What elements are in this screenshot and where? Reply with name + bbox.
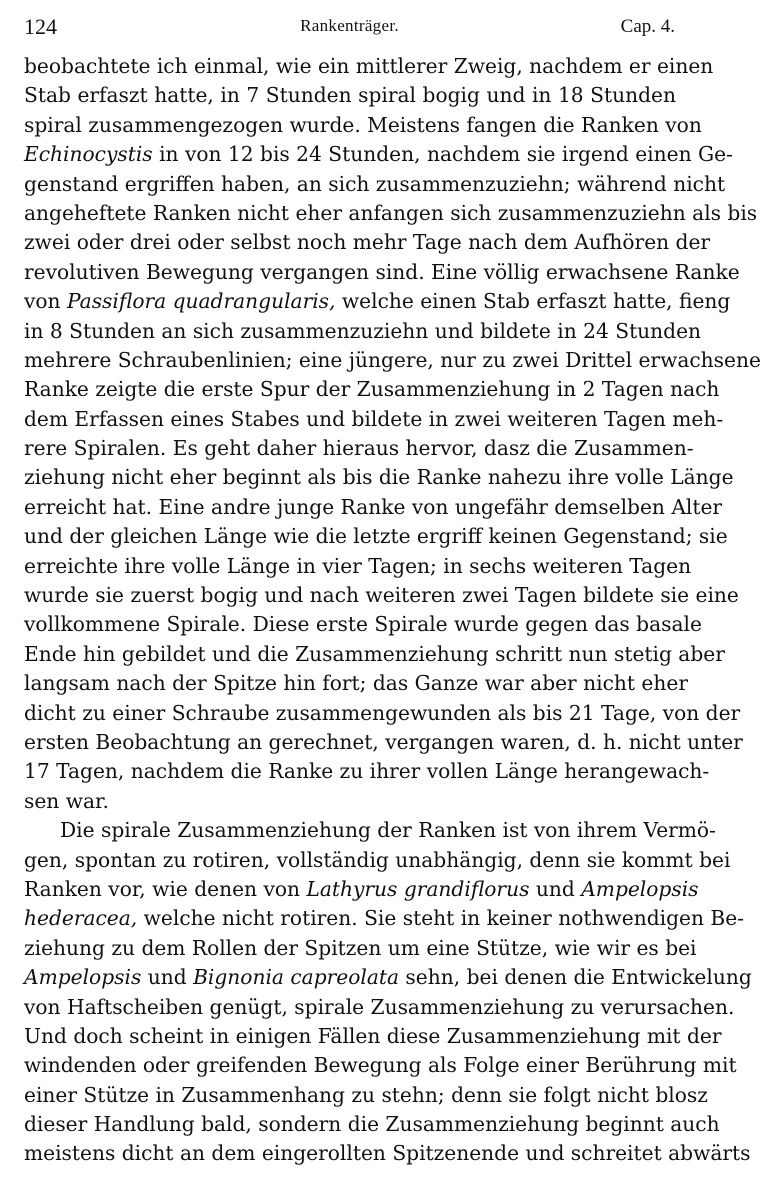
- text-segment: sehn, bei denen die Entwickelung: [399, 965, 752, 990]
- text-segment: 17 Tagen, nachdem die Ranke zu ihrer vollen Länge herangewach-: [24, 759, 710, 784]
- text-segment: windenden oder greifenden Bewegung als Folge einer Berührung mit: [24, 1053, 737, 1078]
- text-segment: von: [24, 289, 67, 314]
- text-line: [24, 610, 702, 639]
- text-segment: Stab erfaszt hatte, in 7 Stunden spiral bogig und in 18 Stunden: [24, 83, 676, 108]
- text-segment: ersten Beobachtung an gerechnet, vergangen waren, d. h. nicht unter: [24, 729, 743, 754]
- text-line: [24, 287, 731, 316]
- text-segment: Ranken vor, wie denen von: [24, 876, 307, 901]
- text-line: [24, 140, 733, 169]
- text-line: [24, 375, 720, 404]
- text-segment: spiral zusammengezogen wurde. Meistens fangen die Ranken von: [24, 112, 702, 137]
- text-line: [24, 228, 711, 257]
- text-segment: erreichte ihre volle Länge in vier Tagen; in sechs weiteren Tagen: [24, 553, 692, 578]
- text-line: [24, 522, 728, 551]
- text-line: [24, 493, 723, 522]
- page-header: [24, 14, 675, 44]
- italic-term: Ampelopsis: [24, 965, 142, 990]
- text-line: [24, 669, 688, 698]
- text-segment: welche einen Stab erfaszt hatte, fieng: [335, 289, 731, 314]
- text-segment: in von 12 bis 24 Stunden, nachdem sie irgend einen Ge-: [152, 142, 733, 167]
- text-segment: zwei oder drei oder selbst noch mehr Tage nach dem Aufhören der: [24, 230, 711, 255]
- text-segment: dieser Handlung bald, sondern die Zusammenziehung beginnt auch: [24, 1112, 720, 1137]
- text-segment: Ranke zeigte die erste Spur der Zusammenziehung in 2 Tagen nach: [24, 377, 720, 402]
- text-segment: angeheftete Ranken nicht eher anfangen sich zusammenzuziehn als bis: [24, 200, 758, 225]
- text-segment: und: [529, 876, 582, 901]
- italic-term: Echinocystis: [24, 142, 153, 167]
- text-line: [24, 934, 697, 963]
- text-segment: wurde sie zuerst bogig und nach weiteren zwei Tagen bildete sie eine: [24, 583, 739, 608]
- italic-term: Ampelopsis: [581, 876, 699, 901]
- text-line: [24, 846, 731, 875]
- text-segment: vollkommene Spirale. Diese erste Spirale wurde gegen das basale: [24, 612, 702, 637]
- text-segment: welche nicht rotiren. Sie steht in keiner nothwendigen Be-: [137, 906, 744, 931]
- text-segment: rere Spiralen. Es geht daher hieraus hervor, dasz die Zusammen-: [24, 436, 694, 461]
- text-line: [24, 581, 739, 610]
- text-segment: und der gleichen Länge wie die letzte ergriff keinen Gegenstand; sie: [24, 524, 728, 549]
- text-segment: dem Erfassen eines Stabes und bildete in zwei weiteren Tagen meh-: [24, 406, 724, 431]
- text-line: [24, 405, 724, 434]
- text-line: [24, 728, 743, 757]
- text-line: [24, 1081, 708, 1110]
- text-line: [24, 1022, 722, 1051]
- text-segment: beobachtete ich einmal, wie ein mittlerer Zweig, nachdem er einen: [24, 54, 714, 78]
- text-line: [24, 1110, 720, 1139]
- text-segment: in 8 Stunden an sich zusammenzuziehn und bildete in 24 Stunden: [24, 318, 702, 343]
- italic-term: Lathyrus grandiflorus: [306, 876, 530, 901]
- text-segment: ziehung nicht eher beginnt als bis die Ranke nahezu ihre volle Länge: [24, 465, 734, 490]
- text-segment: gen, spontan zu rotiren, vollständig unabhängig, denn sie kommt bei: [24, 847, 731, 872]
- text-line: [24, 552, 692, 581]
- text-segment: langsam nach der Spitze hin fort; das Ganze war aber nicht eher: [24, 671, 688, 696]
- text-line: [24, 52, 714, 81]
- text-line: [24, 1139, 751, 1168]
- text-line: [24, 111, 702, 140]
- text-line: [24, 699, 741, 728]
- text-line: [24, 81, 676, 110]
- text-line: [24, 904, 744, 933]
- text-line: [24, 640, 725, 669]
- text-segment: erreicht hat. Eine andre junge Ranke von ungefähr demselben Alter: [24, 494, 723, 519]
- text-segment: genstand ergriffen haben, an sich zusammenzuziehn; während nicht: [24, 171, 726, 196]
- running-title: Rankenträger.: [300, 16, 399, 35]
- text-line: [24, 463, 734, 492]
- text-segment: revolutiven Bewegung vergangen sind. Eine völlig erwachsene Ranke: [24, 259, 740, 284]
- text-segment: sen war.: [24, 788, 109, 813]
- chapter-label: Cap. 4.: [620, 16, 675, 37]
- body-text: [24, 52, 761, 1169]
- text-segment: Die spirale Zusammenziehung der Ranken ist von ihrem Vermö-: [60, 818, 716, 843]
- text-segment: ziehung zu dem Rollen der Spitzen um eine Stütze, wie wir es bei: [24, 935, 697, 960]
- text-line: [24, 963, 752, 992]
- italic-term: hederacea,: [24, 906, 138, 931]
- text-segment: und: [141, 965, 194, 990]
- text-line: [24, 317, 702, 346]
- text-line: [24, 816, 716, 845]
- text-segment: Ende hin gebildet und die Zusammenziehung schritt nun stetig aber: [24, 641, 725, 666]
- text-segment: von Haftscheiben genügt, spirale Zusammenziehung zu verursachen.: [24, 994, 735, 1019]
- text-line: [24, 1051, 737, 1080]
- text-line: [24, 199, 758, 228]
- text-segment: meistens dicht an dem eingerollten Spitzenende und schreitet abwärts: [24, 1141, 751, 1166]
- text-segment: Und doch scheint in einigen Fällen diese Zusammenziehung mit der: [24, 1023, 722, 1048]
- text-line: [24, 757, 710, 786]
- text-line: [24, 170, 726, 199]
- italic-term: Passiflora quadrangularis,: [66, 289, 336, 314]
- page-number: 124: [24, 14, 57, 39]
- text-segment: mehrere Schraubenlinien; eine jüngere, nur zu zwei Drittel erwachsene: [24, 347, 761, 372]
- text-line: [24, 875, 699, 904]
- text-segment: dicht zu einer Schraube zusammengewunden als bis 21 Tage, von der: [24, 700, 741, 725]
- text-line: [24, 258, 740, 287]
- text-line: [24, 993, 735, 1022]
- italic-term: Bignonia capreolata: [193, 965, 400, 990]
- text-line: [24, 434, 694, 463]
- text-segment: einer Stütze in Zusammenhang zu stehn; denn sie folgt nicht blosz: [24, 1082, 708, 1107]
- text-line: [24, 346, 761, 375]
- text-line: [24, 787, 676, 816]
